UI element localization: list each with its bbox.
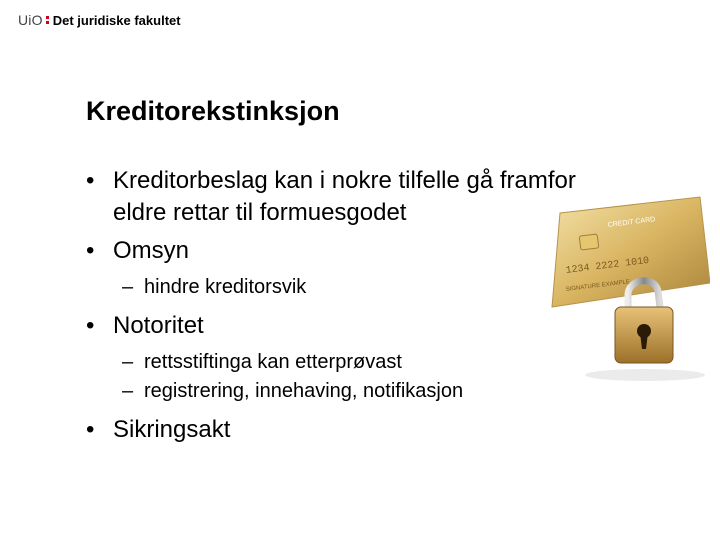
bullet-text: Sikringsakt <box>113 416 231 443</box>
logo-separator-icon <box>46 15 49 25</box>
credit-card-padlock-image <box>530 195 710 395</box>
header-logo <box>18 11 181 29</box>
bullet-icon: • <box>86 237 95 264</box>
slide-title: Kreditorekstinksjon <box>86 96 340 126</box>
dash-icon: – <box>122 276 134 298</box>
bullet-text-continued: eldre rettar til formuesgodet <box>113 199 407 226</box>
bullet-item <box>86 414 686 446</box>
dash-icon: – <box>122 380 134 402</box>
bullet-text: Omsyn <box>113 237 190 264</box>
dash-icon: – <box>122 351 134 373</box>
card-title: CREDIT CARD <box>607 216 656 229</box>
bullet-icon: • <box>86 416 95 443</box>
card-number: 1234 2222 1010 <box>565 255 650 277</box>
bullet-text: Kreditorbeslag kan i nokre tilfelle gå framfor <box>113 167 576 194</box>
sub-bullet-text: rettsstiftinga kan etterprøvast <box>144 351 402 373</box>
sub-bullet-text: hindre kreditorsvik <box>144 276 307 298</box>
card-name: SIGNATURE EXAMPLE <box>565 279 631 293</box>
faculty-name: Det juridiske fakultet <box>52 12 181 28</box>
bullet-icon: • <box>86 167 95 194</box>
uio-logo: UiO <box>18 12 43 28</box>
sub-bullet-text: registrering, innehaving, notifikasjon <box>144 380 464 402</box>
bullet-text: Notoritet <box>113 312 204 339</box>
bullet-icon: • <box>86 312 95 339</box>
